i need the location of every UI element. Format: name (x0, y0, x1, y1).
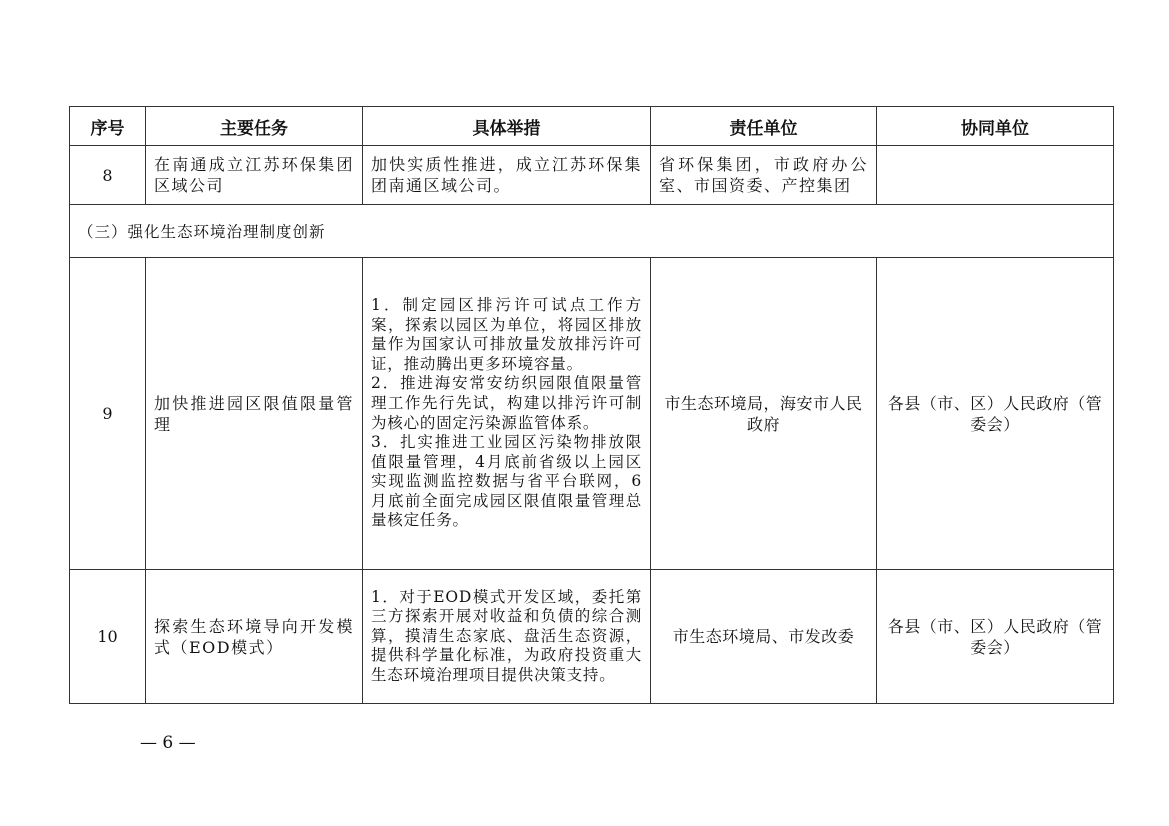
header-row (70, 107, 1114, 146)
header-measure: 具体举措 (363, 107, 651, 146)
section-row (70, 205, 1114, 258)
row-responsible: 省环保集团，市政府办公室、市国资委、产控集团 (651, 146, 877, 205)
row-cooperating (877, 146, 1114, 205)
section-title: （三）强化生态环境治理制度创新 (70, 205, 1114, 258)
row-task: 加快推进园区限值限量管理 (146, 258, 363, 570)
row-cooperating: 各县（市、区）人民政府（管委会） (877, 258, 1114, 570)
row-number: 10 (70, 570, 146, 704)
row-measure: 1．对于EOD模式开发区域，委托第三方探索开展对收益和负债的综合测算，摸清生态家底、盘活生态资源，提供科学量化标准，为政府投资重大生态环境治理项目提供决策支持。 (363, 570, 651, 704)
table-row-9 (70, 258, 1114, 570)
task-table (69, 106, 1114, 704)
row-task: 探索生态环境导向开发模式（EOD模式） (146, 570, 363, 704)
row-number: 8 (70, 146, 146, 205)
row-measure: 加快实质性推进，成立江苏环保集团南通区域公司。 (363, 146, 651, 205)
header-number: 序号 (70, 107, 146, 146)
header-responsible: 责任单位 (651, 107, 877, 146)
row-measures (363, 258, 651, 570)
header-task: 主要任务 (146, 107, 363, 146)
row-responsible: 市生态环境局、市发改委 (651, 570, 877, 704)
header-cooperating: 协同单位 (877, 107, 1114, 146)
measure-item-3: 3．扎实推进工业园区污染物排放限值限量管理，4月底前省级以上园区实现监测监控数据与省平台联网，6月底前全面完成园区限值限量管理总量核定任务。 (371, 433, 642, 530)
table-row-10 (70, 570, 1114, 704)
row-responsible: 市生态环境局，海安市人民政府 (651, 258, 877, 570)
measure-item-1: 1．制定园区排污许可试点工作方案，探索以园区为单位，将园区排放量作为国家认可排放量发放排污许可证，推动腾出更多环境容量。 (371, 295, 642, 373)
row-cooperating: 各县（市、区）人民政府（管委会） (877, 570, 1114, 704)
table-row-8 (70, 146, 1114, 205)
measure-item-2: 2．推进海安常安纺织园限值限量管理工作先行先试，构建以排污许可制为核心的固定污染源监管体系。 (371, 374, 642, 432)
row-number: 9 (70, 258, 146, 570)
row-task: 在南通成立江苏环保集团区域公司 (146, 146, 363, 205)
page-number: — 6 — (140, 733, 196, 753)
